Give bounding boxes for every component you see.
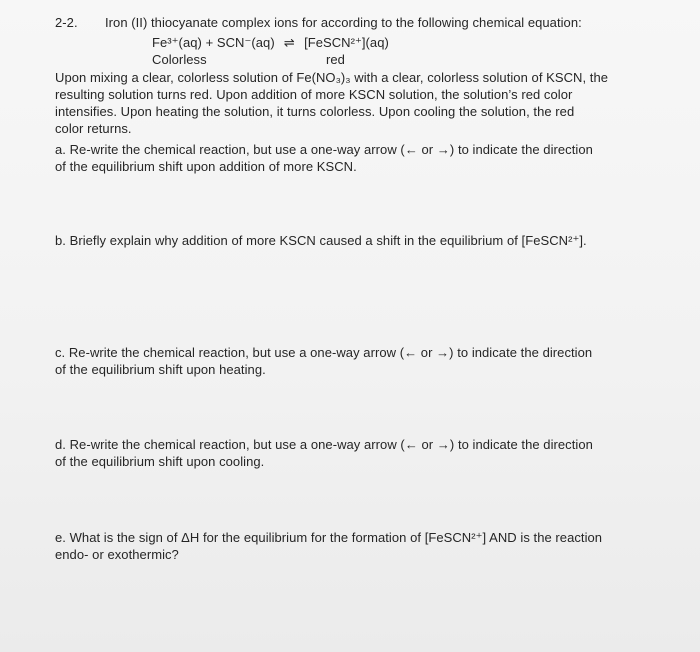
intro-paragraph-line: intensifies. Upon heating the solution, it turns colorless. Upon cooling the solution, the red [55, 104, 575, 119]
question-c-line: of the equilibrium shift upon heating. [55, 362, 266, 377]
label-colorless: Colorless [152, 52, 207, 67]
equation-reactant-thiocyanate: SCN⁻(aq) [216, 35, 275, 50]
question-a-line: a. Re-write the chemical reaction, but use a one-way arrow (← or →) to indicate the direction [55, 142, 593, 157]
question-e-line: e. What is the sign of ΔH for the equilibrium for the formation of [FeSCN²⁺] AND is the reaction [55, 530, 603, 545]
question-a-line: of the equilibrium shift upon addition of more KSCN. [55, 159, 357, 174]
problem-title: Iron (II) thiocyanate complex ions for according to the following chemical equation: [105, 15, 582, 30]
question-c-line: c. Re-write the chemical reaction, but use a one-way arrow (← or →) to indicate the direction [55, 345, 593, 360]
intro-paragraph-line: resulting solution turns red. Upon addition of more KSCN solution, the solution’s red color [55, 87, 573, 102]
equilibrium-arrow-icon: ⇌ [283, 35, 295, 50]
label-red: red [326, 52, 345, 67]
equation-reactant-iron: Fe³⁺(aq) [152, 35, 202, 50]
question-d-line: of the equilibrium shift upon cooling. [55, 454, 265, 469]
chemical-equation [152, 34, 389, 51]
intro-paragraph-line: Upon mixing a clear, colorless solution of Fe(NO₃)₃ with a clear, colorless solution of KSCN, the [55, 70, 609, 85]
question-b-line: b. Briefly explain why addition of more KSCN caused a shift in the equilibrium of [FeSCN²⁺]. [55, 233, 587, 248]
problem-number: 2-2. [55, 15, 78, 30]
equation-plus: + [205, 35, 214, 50]
question-e-line: endo- or exothermic? [55, 547, 179, 562]
question-d-line: d. Re-write the chemical reaction, but use a one-way arrow (← or →) to indicate the direction [55, 437, 593, 452]
equation-product: [FeSCN²⁺](aq) [304, 35, 389, 50]
intro-paragraph-line: color returns. [55, 121, 132, 136]
